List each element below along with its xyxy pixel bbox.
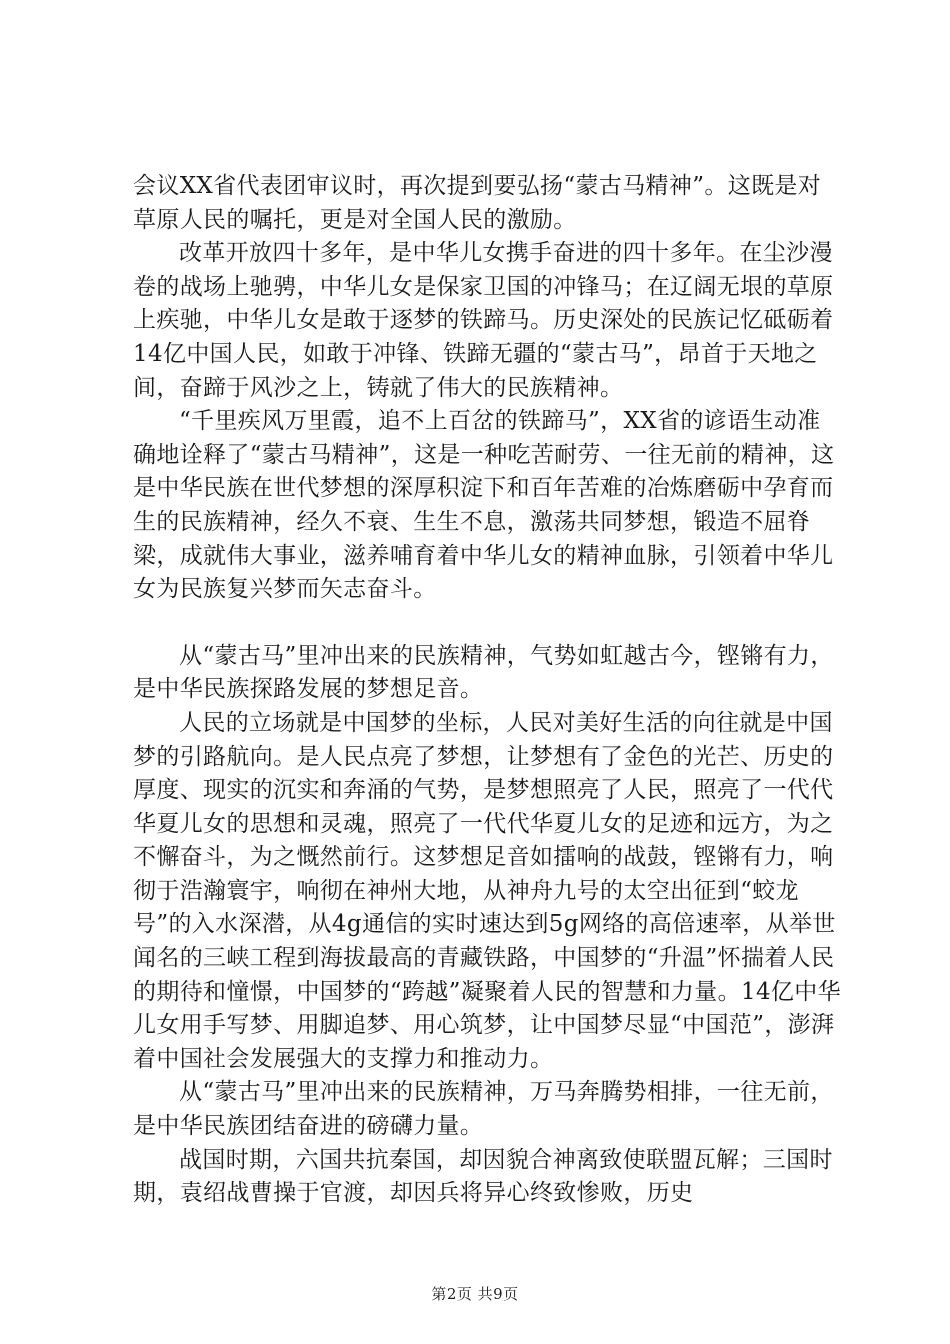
paragraph-6: 从“蒙古马”里冲出来的民族精神，万马奔腾势相排，一往无前，是中华民族团结奋进的磅礴力量。	[133, 1079, 834, 1140]
paragraph-7: 战国时期，六国共抗秦国，却因貌合神离致使联盟瓦解；三国时期，袁绍战曹操于官渡，却因兵将异心终致惨败，历史	[133, 1146, 833, 1207]
paragraph-5: 人民的立场就是中国梦的坐标，人民对美好生活的向往就是中国梦的引路航向。是人民点亮了梦想，让梦想有了金色的光芒、历史的厚度、现实的沉实和奔涌的气势，是梦想照亮了人民，照亮了一代代华夏儿女的思想和灵魂，照亮了一代代华夏儿女的足迹和远方，为之不懈奋斗，为之慨然前行。这梦想足音如擂响的战鼓，铿锵有力，响彻于浩瀚寰宇，响彻在神州大地，从神舟九号的太空出征到“蛟龙号”的入水深潜，从4g通信的实时速达到5g网络的高倍速率，从举世闻名的三峡工程到海拔最高的青藏铁路，中国梦的“升温”怀揣着人民的期待和憧憬，中国梦的“跨越”凝聚着人民的智慧和力量。14亿中华儿女用手写梦、用脚追梦、用心筑梦，让中国梦尽显“中国范”，澎湃着中国社会发展强大的支撑力和推动力。	[133, 709, 841, 1072]
paragraph-3: “千里疾风万里霞，追不上百岔的铁蹄马”，XX省的谚语生动准确地诠释了“蒙古马精神”，这是一种吃苦耐劳、一往无前的精神，这是中华民族在世代梦想的深厚积淀下和百年苦难的冶炼磨砺中孕育而生的民族精神，经久不衰、生生不息，激荡共同梦想，锻造不屈脊梁，成就伟大事业，滋养哺育着中华儿女的精神血脉，引领着中华儿女为民族复兴梦而矢志奋斗。	[133, 408, 835, 603]
paragraph-2: 改革开放四十多年，是中华儿女携手奋进的四十多年。在尘沙漫卷的战场上驰骋，中华儿女是保家卫国的冲锋马；在辽阔无垠的草原上疾驰，中华儿女是敢于逐梦的铁蹄马。历史深处的民族记忆砥砺着14亿中国人民，如敢于冲锋、铁蹄无疆的“蒙古马”，昂首于天地之间，奋蹄于风沙之上，铸就了伟大的民族精神。	[133, 240, 834, 401]
paragraph-1: 会议XX省代表团审议时，再次提到要弘扬“蒙古马精神”。这既是对草原人民的嘱托，更是对全国人民的激励。	[133, 173, 822, 233]
paragraph-4: 从“蒙古马”里冲出来的民族精神，气势如虹越古今，铿锵有力，是中华民族探路发展的梦想足音。	[133, 642, 834, 703]
page-number-footer: 第2页 共9页	[431, 1285, 519, 1303]
document-body	[133, 170, 841, 1211]
